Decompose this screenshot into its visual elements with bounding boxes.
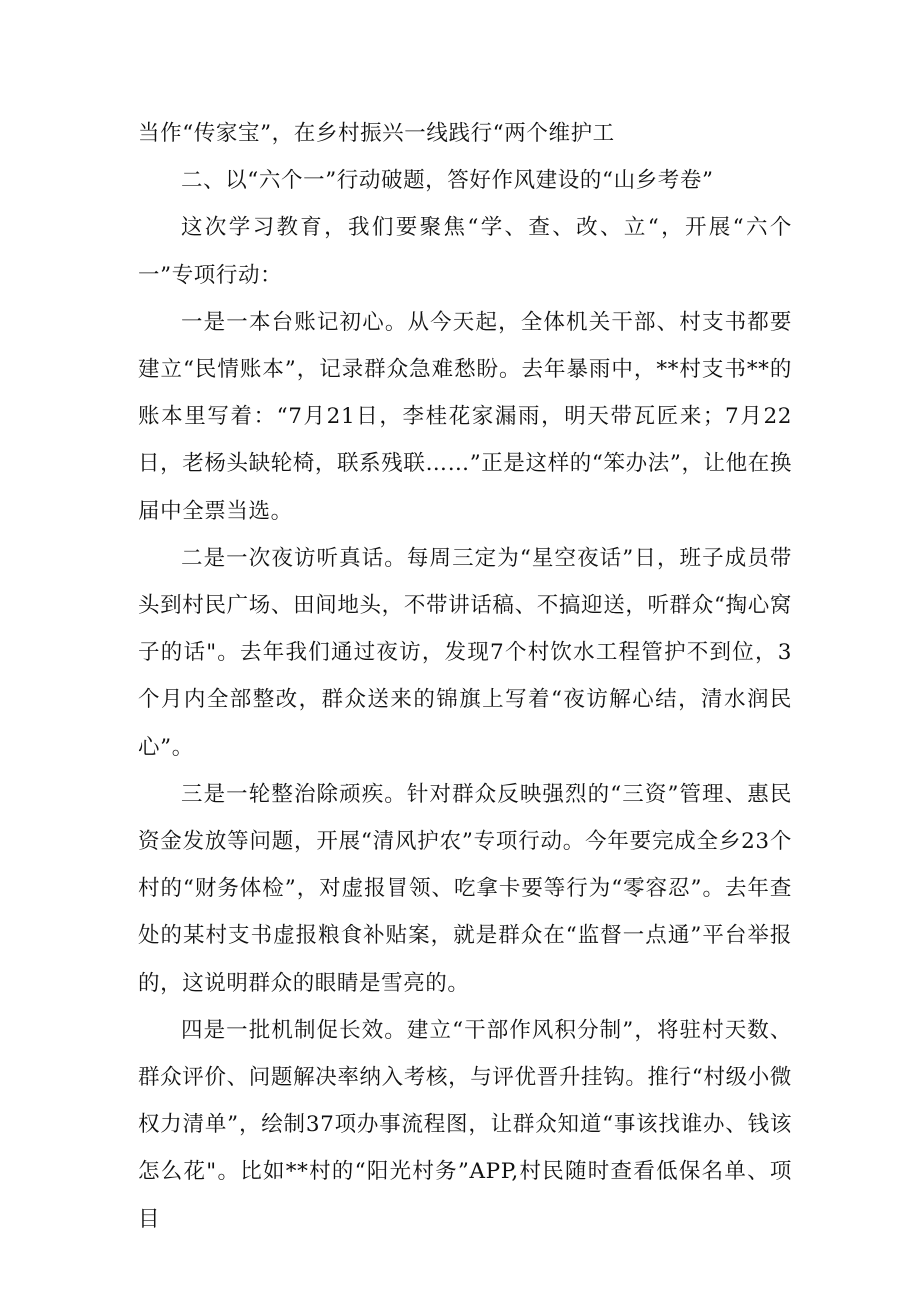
- document-body: [138, 110, 792, 1243]
- paragraph-intro: 这次学习教育，我们要聚焦“学、查、改、立“，开展“六个一”专项行动：: [138, 215, 792, 288]
- paragraph-item-three: 三是一轮整治除顽疾。针对群众反映强烈的“三资”管理、惠民资金发放等问题，开展“清风护农”专项行动。今年要完成全乡23个村的“财务体检”，对虚报冒领、吃拿卡要等行为“零容忍”。去年查处的某村支书虚报粮食补贴案，就是群众在“监督一点通”平台举报的，这说明群众的眼睛是雪亮的。: [138, 781, 792, 996]
- paragraph-item-two: 二是一次夜访听真话。每周三定为“星空夜话”日，班子成员带头到村民广场、田间地头，不带讲话稿、不搞迎送，听群众“掏心窝子的话"。去年我们通过夜访，发现7个村饮水工程管护不到位，3个月内全部整改，群众送来的锦旗上写着“夜访解心结，清水润民心”。: [138, 545, 792, 760]
- section-heading: 二、以“六个一”行动破题，答好作风建设的“山乡考卷”: [181, 168, 714, 194]
- paragraph-item-four: 四是一批机制促长效。建立“干部作风积分制”，将驻村天数、群众评价、问题解决率纳入考核，与评优晋升挂钩。推行“村级小微权力清单”，绘制37项办事流程图，让群众知道“事该找谁办、钱该怎么花"。比如**村的“阳光村务”APP,村民随时查看低保名单、项目: [138, 1017, 792, 1232]
- paragraph-continuation: 当作“传家宝”，在乡村振兴一线践行“两个维护工: [138, 121, 615, 146]
- paragraph-item-one: 一是一本台账记初心。从今天起，全体机关干部、村支书都要建立“民情账本”，记录群众急难愁盼。去年暴雨中，**村支书**的账本里写着：“7月21日，李桂花家漏雨，明天带瓦匠来；7月22日，老杨头缺轮椅，联系残联……”正是这样的“笨办法”，让他在换届中全票当选。: [138, 309, 792, 524]
